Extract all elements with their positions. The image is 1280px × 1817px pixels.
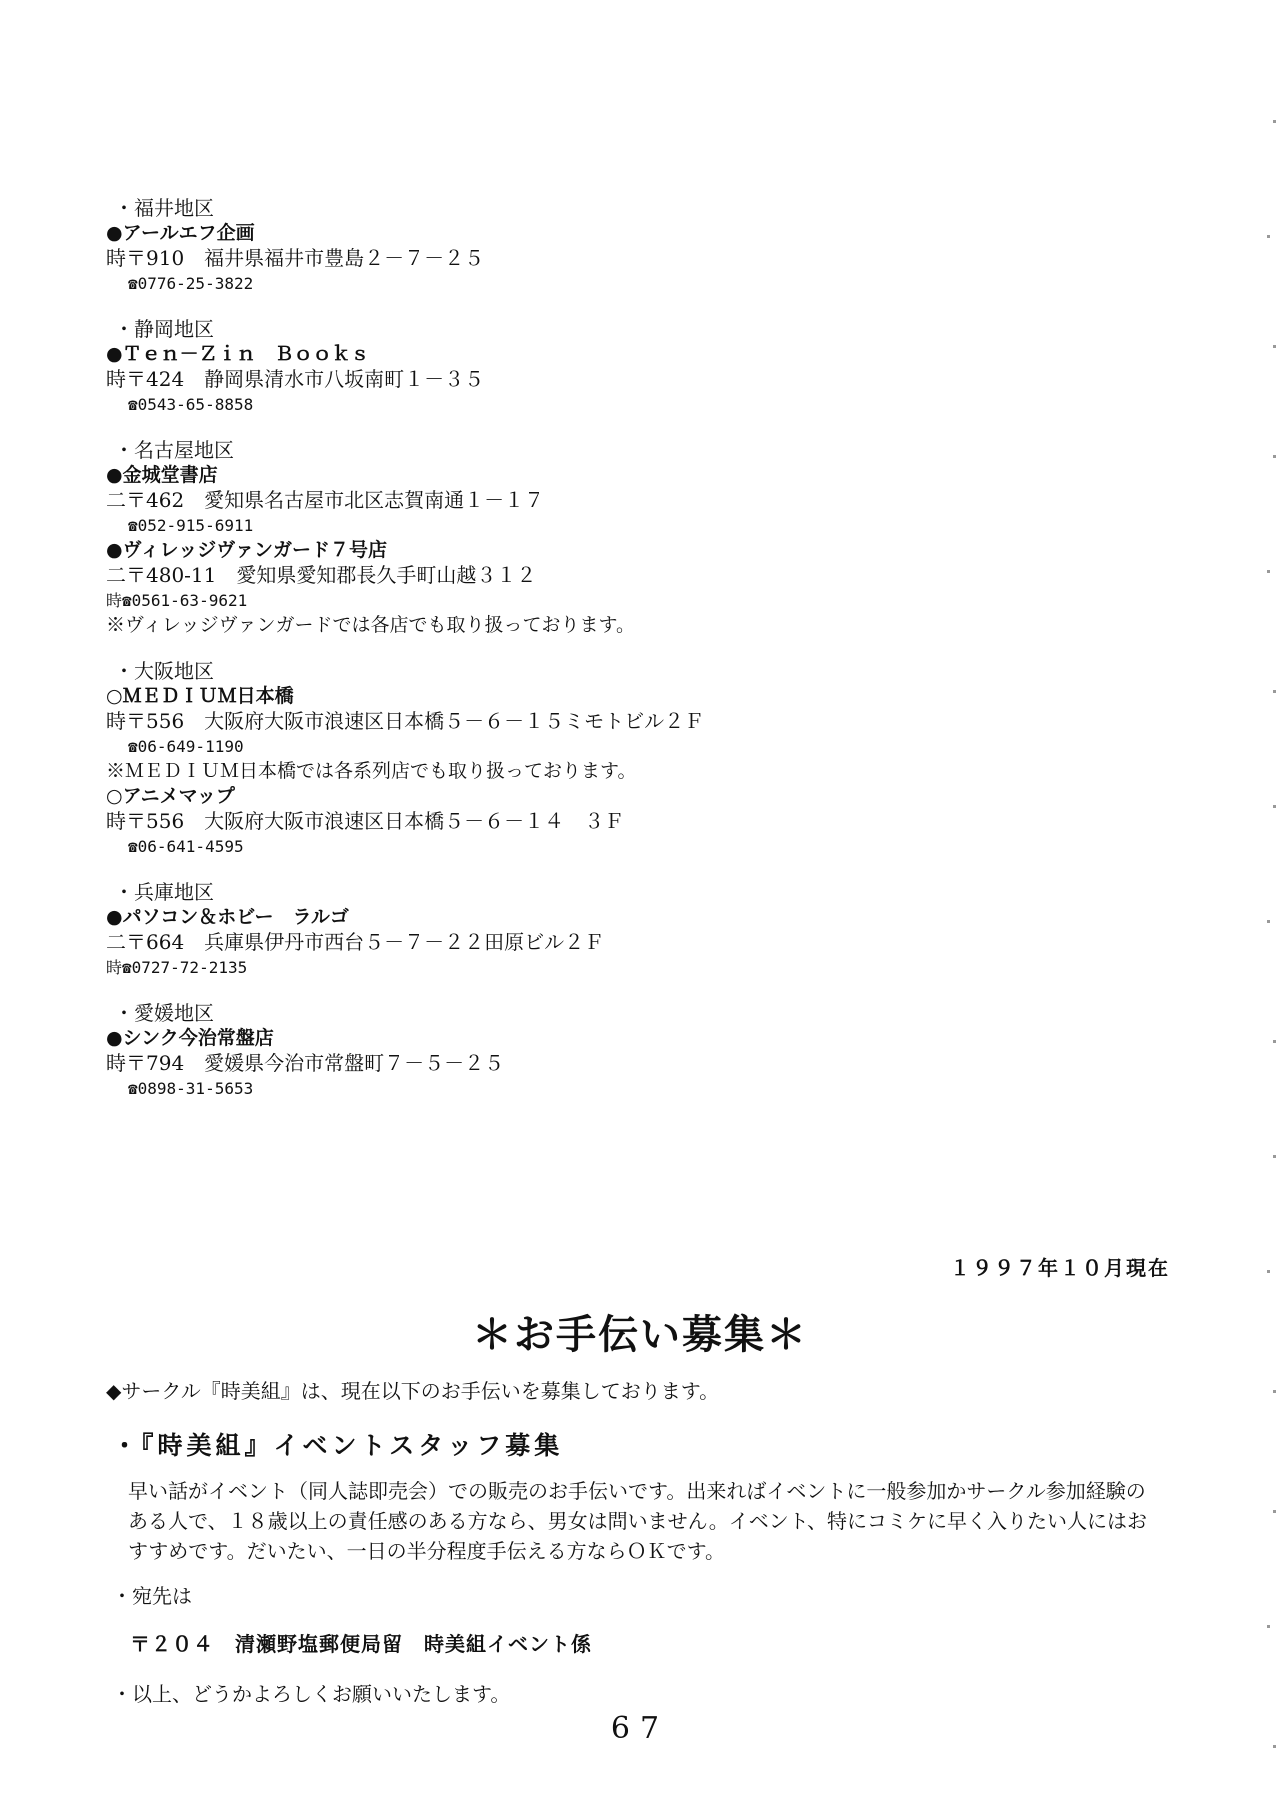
destination-label: ・宛先は	[112, 1584, 192, 1608]
page-number: 67	[610, 1711, 670, 1746]
help-wanted-title: ＊お手伝い募集＊	[472, 1311, 808, 1358]
store-name: ●金城堂書店	[106, 464, 218, 486]
store-phone: ☎06-649-1190	[128, 737, 244, 756]
region-section	[106, 437, 1106, 638]
staff-recruit-heading: ・『時美組』イベントスタッフ募集	[112, 1431, 564, 1460]
region-section	[106, 316, 1106, 417]
destination-address: 〒２０４ 清瀬野塩郵便局留 時美組イベント係	[130, 1632, 592, 1656]
closing-text: ・以上、どうかよろしくお願いいたします。	[112, 1682, 511, 1706]
store-address: 時〒794 愛媛県今治市常盤町７－５－２５	[106, 1051, 505, 1075]
store-address: 二〒664 兵庫県伊丹市西台５－７－２２田原ビル２Ｆ	[106, 930, 605, 954]
store-name: ●ヴィレッジヴァンガード７号店	[106, 539, 388, 561]
store-phone: ☎0543-65-8858	[128, 395, 254, 414]
store-note: ※ＭＥＤＩＵＭ日本橋では各系列店でも取り扱っております。	[106, 760, 637, 782]
store-address: 時〒556 大阪府大阪市浪速区日本橋５－６－１５ミモトビル２Ｆ	[106, 709, 705, 733]
region-name: ・静岡地区	[114, 317, 214, 341]
help-body-text: 早い話がイベント（同人誌即売会）での販売のお手伝いです。出来ればイベントに一般参加かサークル参加経験のある人で、１８歳以上の責任感のある方なら、男女は問いません。イベント、特にコミケに早く入りたい人にはおすすめです。だいたい、一日の半分程度手伝える方ならＯＫです。	[128, 1479, 1147, 1563]
region-name: ・名古屋地区	[114, 438, 234, 462]
region-name: ・大阪地区	[114, 659, 214, 683]
store-address: 時〒556 大阪府大阪市浪速区日本橋５－６－１４ ３Ｆ	[106, 809, 625, 833]
store-address: 二〒480-11 愛知県愛知郡長久手町山越３１２	[106, 563, 537, 587]
region-name: ・兵庫地区	[114, 880, 214, 904]
store-address: 時〒910 福井県福井市豊島２－７－２５	[106, 246, 485, 270]
region-section	[106, 658, 1106, 859]
store-address: 時〒424 静岡県清水市八坂南町１－３５	[106, 367, 485, 391]
store-phone: 時☎0561-63-9621	[106, 591, 248, 610]
store-address: 二〒462 愛知県名古屋市北区志賀南通１－１７	[106, 488, 545, 512]
store-name: ○アニメマップ	[106, 785, 235, 807]
help-intro: ◆サークル『時美組』は、現在以下のお手伝いを募集しております。	[106, 1379, 720, 1403]
region-section	[106, 1000, 1106, 1101]
store-name: ●Ｔｅｎ－Ｚｉｎ Ｂｏｏｋｓ	[106, 343, 370, 365]
region-section	[106, 879, 1106, 980]
store-phone: ☎06-641-4595	[128, 837, 244, 856]
store-note: ※ヴィレッジヴァンガードでは各店でも取り扱っております。	[106, 614, 635, 636]
region-name: ・福井地区	[114, 196, 214, 220]
store-phone: ☎0898-31-5653	[128, 1079, 254, 1098]
store-list	[106, 195, 1106, 1121]
store-phone: 時☎0727-72-2135	[106, 958, 248, 977]
store-phone: ☎052-915-6911	[128, 516, 254, 535]
store-phone: ☎0776-25-3822	[128, 274, 254, 293]
store-name: ●パソコン＆ホビー ラルゴ	[106, 906, 349, 928]
store-name: ●アールエフ企画	[106, 222, 255, 244]
date-stamp: １９９７年１０月現在	[950, 1256, 1170, 1280]
region-name: ・愛媛地区	[114, 1001, 214, 1025]
store-name: ○ＭＥＤＩＵＭ日本橋	[106, 685, 294, 707]
region-section	[106, 195, 1106, 296]
store-name: ●シンク今治常盤店	[106, 1027, 274, 1049]
